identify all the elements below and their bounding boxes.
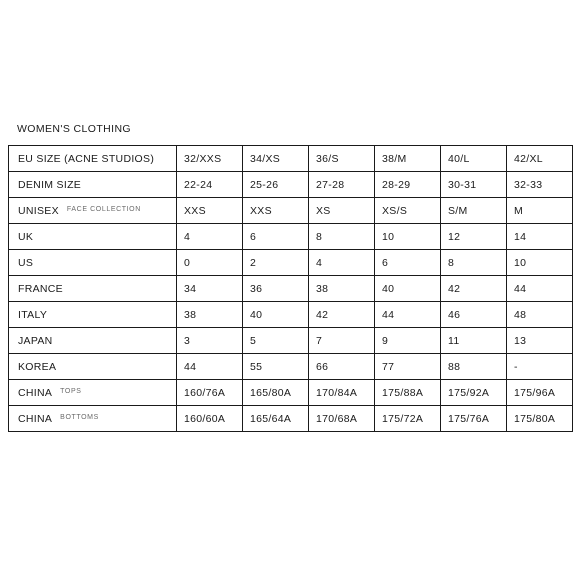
size-value-cell: 77 bbox=[375, 354, 441, 380]
row-label: JAPAN bbox=[18, 334, 53, 347]
size-value-cell: 10 bbox=[507, 250, 573, 276]
size-value-cell: 34/XS bbox=[243, 146, 309, 172]
size-value-cell: XS bbox=[309, 198, 375, 224]
size-value-cell: 9 bbox=[375, 328, 441, 354]
size-value-cell: 12 bbox=[441, 224, 507, 250]
table-row bbox=[9, 146, 573, 172]
size-value-cell: 32/XXS bbox=[177, 146, 243, 172]
size-value-cell: 46 bbox=[441, 302, 507, 328]
size-value-cell: 175/76A bbox=[441, 406, 507, 432]
row-label: UNISEX bbox=[18, 204, 59, 217]
size-value-cell: 34 bbox=[177, 276, 243, 302]
row-label: UK bbox=[18, 230, 34, 243]
row-label: EU SIZE (ACNE STUDIOS) bbox=[18, 152, 155, 165]
row-label: ITALY bbox=[18, 308, 48, 321]
row-label: US bbox=[18, 256, 34, 269]
size-value-cell: 7 bbox=[309, 328, 375, 354]
size-value-cell: 22-24 bbox=[177, 172, 243, 198]
table-row bbox=[9, 302, 573, 328]
table-row bbox=[9, 380, 573, 406]
size-value-cell: 38 bbox=[309, 276, 375, 302]
size-value-cell: 88 bbox=[441, 354, 507, 380]
size-value-cell: 42/XL bbox=[507, 146, 573, 172]
size-value-cell: 30-31 bbox=[441, 172, 507, 198]
size-value-cell: 170/84A bbox=[309, 380, 375, 406]
size-value-cell: 40 bbox=[243, 302, 309, 328]
size-value-cell: 11 bbox=[441, 328, 507, 354]
size-value-cell: 8 bbox=[441, 250, 507, 276]
size-chart-table bbox=[8, 145, 573, 432]
size-value-cell: 165/80A bbox=[243, 380, 309, 406]
table-row bbox=[9, 354, 573, 380]
size-value-cell: 175/80A bbox=[507, 406, 573, 432]
size-value-cell: 32-33 bbox=[507, 172, 573, 198]
row-label-cell bbox=[9, 328, 177, 354]
row-label-cell bbox=[9, 250, 177, 276]
row-label: KOREA bbox=[18, 360, 57, 373]
size-value-cell: 175/88A bbox=[375, 380, 441, 406]
size-value-cell: 28-29 bbox=[375, 172, 441, 198]
size-value-cell: XS/S bbox=[375, 198, 441, 224]
row-label-cell bbox=[9, 406, 177, 432]
size-value-cell: - bbox=[507, 354, 573, 380]
size-value-cell: 48 bbox=[507, 302, 573, 328]
size-value-cell: 8 bbox=[309, 224, 375, 250]
size-value-cell: 55 bbox=[243, 354, 309, 380]
size-value-cell: 25-26 bbox=[243, 172, 309, 198]
size-value-cell: 44 bbox=[177, 354, 243, 380]
row-label-cell bbox=[9, 224, 177, 250]
size-value-cell: 165/64A bbox=[243, 406, 309, 432]
size-value-cell: 160/76A bbox=[177, 380, 243, 406]
row-label-cell bbox=[9, 354, 177, 380]
table-row bbox=[9, 276, 573, 302]
size-value-cell: 4 bbox=[177, 224, 243, 250]
size-value-cell: 38 bbox=[177, 302, 243, 328]
size-value-cell: 175/92A bbox=[441, 380, 507, 406]
row-sublabel: BOTTOMS bbox=[60, 413, 99, 421]
size-value-cell: 6 bbox=[243, 224, 309, 250]
row-sublabel: TOPS bbox=[60, 387, 82, 395]
row-sublabel: FACE COLLECTION bbox=[66, 205, 141, 213]
row-label: FRANCE bbox=[18, 282, 63, 295]
row-label-cell bbox=[9, 172, 177, 198]
size-value-cell: 66 bbox=[309, 354, 375, 380]
size-value-cell: 160/60A bbox=[177, 406, 243, 432]
size-value-cell: 40 bbox=[375, 276, 441, 302]
table-row bbox=[9, 224, 573, 250]
table-row bbox=[9, 328, 573, 354]
size-value-cell: 2 bbox=[243, 250, 309, 276]
table-row bbox=[9, 198, 573, 224]
row-label-cell bbox=[9, 146, 177, 172]
size-value-cell: 40/L bbox=[441, 146, 507, 172]
size-value-cell: 42 bbox=[441, 276, 507, 302]
size-value-cell: 4 bbox=[309, 250, 375, 276]
row-label-cell bbox=[9, 380, 177, 406]
size-value-cell: XXS bbox=[177, 198, 243, 224]
row-label-cell bbox=[9, 198, 177, 224]
size-value-cell: 44 bbox=[375, 302, 441, 328]
size-value-cell: 0 bbox=[177, 250, 243, 276]
size-value-cell: XXS bbox=[243, 198, 309, 224]
size-value-cell: M bbox=[507, 198, 573, 224]
size-value-cell: 5 bbox=[243, 328, 309, 354]
size-value-cell: 42 bbox=[309, 302, 375, 328]
size-value-cell: 175/96A bbox=[507, 380, 573, 406]
row-label-cell bbox=[9, 276, 177, 302]
size-value-cell: 38/M bbox=[375, 146, 441, 172]
size-value-cell: 6 bbox=[375, 250, 441, 276]
table-row bbox=[9, 406, 573, 432]
size-value-cell: 36 bbox=[243, 276, 309, 302]
table-title: WOMEN'S CLOTHING bbox=[17, 123, 131, 135]
size-value-cell: 175/72A bbox=[375, 406, 441, 432]
row-label: CHINA bbox=[18, 386, 53, 399]
size-value-cell: 27-28 bbox=[309, 172, 375, 198]
size-value-cell: 14 bbox=[507, 224, 573, 250]
row-label: CHINA bbox=[18, 412, 53, 425]
row-label: DENIM SIZE bbox=[18, 178, 82, 191]
table-row bbox=[9, 250, 573, 276]
table-row bbox=[9, 172, 573, 198]
size-value-cell: S/M bbox=[441, 198, 507, 224]
size-value-cell: 3 bbox=[177, 328, 243, 354]
size-value-cell: 170/68A bbox=[309, 406, 375, 432]
size-value-cell: 13 bbox=[507, 328, 573, 354]
size-value-cell: 36/S bbox=[309, 146, 375, 172]
size-value-cell: 10 bbox=[375, 224, 441, 250]
row-label-cell bbox=[9, 302, 177, 328]
size-value-cell: 44 bbox=[507, 276, 573, 302]
